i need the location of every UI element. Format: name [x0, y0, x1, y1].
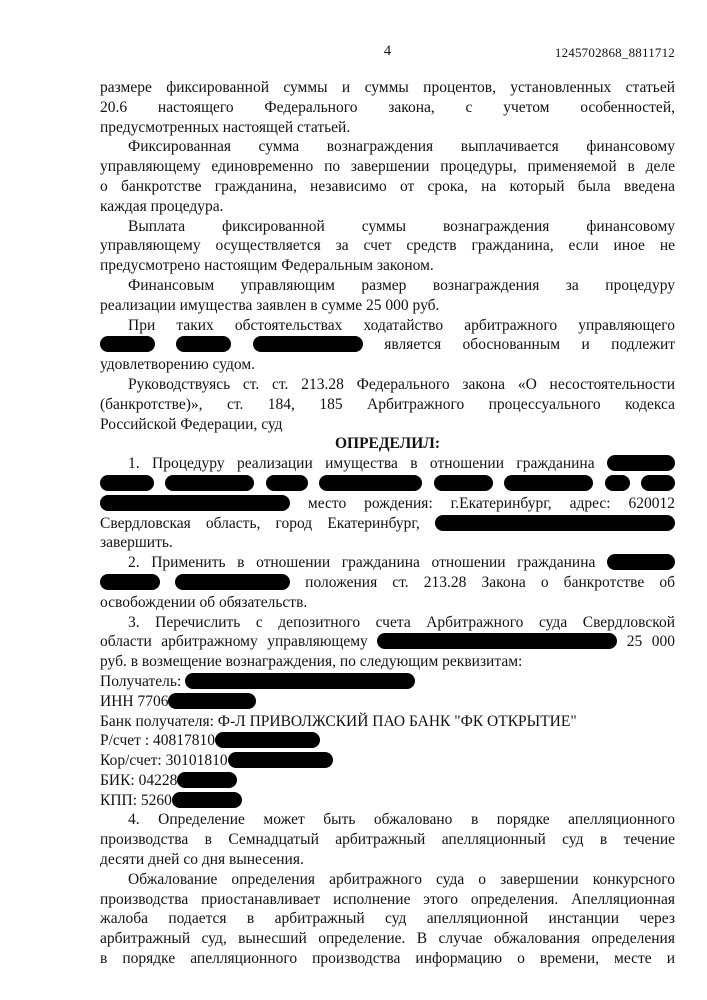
text-line: БИК: 04228	[100, 771, 675, 791]
redaction-bar	[435, 515, 675, 531]
text-line	[100, 474, 675, 494]
text-line: управляющему осуществляется за счет средств гражданина, если иное не	[100, 237, 675, 255]
text-line: производства в Семнадцатый арбитражный апелляционный суд в течение	[100, 831, 675, 849]
text-line: Обжалование определения арбитражного суда о завершении конкурсного	[128, 870, 675, 888]
text-line: 20.6 настоящего Федерального закона, с учетом особенностей,	[100, 98, 675, 116]
text-line: место рождения: г.Екатеринбург, адрес: 620012	[100, 494, 675, 514]
text-line: (банкротстве)», ст. 184, 185 Арбитражного процессуального кодекса	[100, 395, 675, 413]
redaction-bar	[605, 475, 630, 491]
redaction-bar	[172, 792, 242, 808]
text-line: о банкротстве гражданина, независимо от срока, на который была введена	[100, 177, 675, 195]
redaction-bar	[177, 772, 237, 788]
redaction-bar	[185, 673, 415, 689]
text-line: завершить.	[100, 534, 173, 552]
text-line: Свердловская область, город Екатеринбург,	[100, 514, 675, 534]
redaction-bar	[377, 633, 617, 649]
redaction-bar	[100, 475, 154, 491]
text-line: положения ст. 213.28 Закона о банкротстве об	[100, 573, 675, 593]
redaction-bar	[607, 455, 675, 471]
page-header	[100, 42, 675, 60]
text-line: арбитражный суд, вынесший определение. В случае обжалования определения	[100, 930, 675, 948]
redaction-bar	[253, 336, 363, 352]
redaction-bar	[607, 554, 675, 570]
text-line: Выплата фиксированной суммы вознаграждения финансовому	[128, 217, 675, 235]
text-line: 2. Применить в отношении гражданина отношении гражданина	[100, 553, 675, 573]
text-line: реализации имущества заявлен в сумме 25 000 руб.	[100, 296, 440, 314]
text-line: предусмотрено настоящим Федеральным законом.	[100, 257, 434, 275]
text-line: 3. Перечислить с депозитного счета Арбитражного суда Свердловской	[128, 613, 675, 631]
text-line: Банк получателя: Ф-Л ПРИВОЛЖСКИЙ ПАО БАНК "ФК ОТКРЫТИЕ"	[100, 712, 577, 730]
text-line: Получатель:	[100, 672, 675, 692]
document-id: 1245702868_8811712	[554, 45, 675, 60]
text-line: управляющему единовременно по завершении процедуры, применяемой в деле	[100, 158, 675, 176]
redaction-bar	[168, 693, 256, 709]
redaction-bar	[176, 336, 231, 352]
document-body	[100, 78, 675, 969]
text-line: удовлетворению судом.	[100, 356, 256, 374]
text-line: предусмотренных настоящей статьей.	[100, 118, 351, 136]
redaction-bar	[100, 574, 160, 590]
text-line: руб. в возмещение вознаграждения, по следующим реквизитам:	[100, 653, 523, 671]
redaction-bar	[165, 475, 254, 491]
text-line: ИНН 7706	[100, 692, 675, 712]
redaction-bar	[100, 495, 290, 511]
text-line: КПП: 5260	[100, 791, 675, 811]
text-line: в порядке апелляционного производства информацию о времени, месте и	[100, 950, 675, 968]
redaction-bar	[641, 475, 675, 491]
text-line: Российской Федерации, суд	[100, 415, 283, 433]
text-line: 1. Процедуру реализации имущества в отношении гражданина	[100, 454, 675, 474]
text-line: Р/счет : 40817810	[100, 731, 675, 751]
redaction-bar	[215, 732, 320, 748]
text-line: Финансовым управляющим размер вознаграждения за процедуру	[128, 276, 675, 294]
redaction-bar	[100, 336, 155, 352]
text-line: Кор/счет: 30101810	[100, 751, 675, 771]
text-line: При таких обстоятельствах ходатайство арбитражного управляющего	[128, 316, 675, 334]
text-line: каждая процедура.	[100, 197, 224, 215]
redaction-bar	[504, 475, 593, 491]
redaction-bar	[266, 475, 308, 491]
text-line: Фиксированная сумма вознаграждения выплачивается финансовому	[128, 138, 675, 156]
text-line: размере фиксированной суммы и суммы процентов, установленных статьей	[100, 79, 675, 96]
text-line: области арбитражному управляющему 25 000	[100, 633, 676, 651]
redaction-bar	[319, 475, 422, 491]
redaction-bar	[434, 475, 493, 491]
redaction-bar	[175, 574, 290, 590]
page-number: 4	[383, 43, 392, 59]
redaction-bar	[228, 752, 333, 768]
text-line: является обоснованным и подлежит	[100, 335, 675, 355]
text-line: жалоба подается в арбитражный суд апелляционной инстанции через	[100, 910, 675, 928]
heading-line: ОПРЕДЕЛИЛ:	[334, 435, 441, 453]
text-line: освобождении об обязательств.	[100, 593, 308, 611]
page-content	[100, 0, 675, 969]
text-line: производства приостанавливает исполнение этого определения. Апелляционная	[100, 890, 675, 908]
text-line: десяти дней со дня вынесения.	[100, 851, 304, 869]
text-line: Руководствуясь ст. ст. 213.28 Федерального закона «О несостоятельности	[128, 375, 675, 393]
text-line: 4. Определение может быть обжаловано в порядке апелляционного	[128, 811, 675, 829]
